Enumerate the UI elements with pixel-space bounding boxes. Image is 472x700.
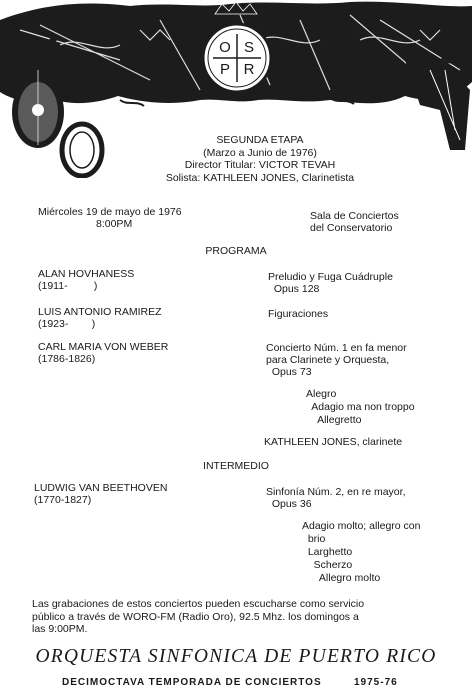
work-subtitle: para Clarinete y Orquesta, bbox=[266, 354, 390, 366]
composer-years: (1770-1827) bbox=[34, 494, 92, 506]
event-date: Miércoles 19 de mayo de 1976 bbox=[38, 206, 182, 218]
broadcast-note-line: Las grabaciones de estos conciertos pueden escucharse como servicio bbox=[32, 598, 365, 610]
seal-letter-p: P bbox=[219, 61, 230, 78]
movement: Alegro bbox=[306, 388, 337, 400]
venue-line-1: Sala de Conciertos bbox=[310, 210, 399, 222]
intermission-heading: INTERMEDIO bbox=[203, 460, 269, 472]
broadcast-note-line: público a través de WORO-FM (Radio Oro), 92.5 Mhz. los domingos a bbox=[32, 610, 359, 623]
work-opus: Opus 36 bbox=[266, 498, 312, 510]
orchestra-title: ORQUESTA SINFONICA DE PUERTO RICO bbox=[35, 646, 437, 667]
broadcast-note-line: las 9:00PM. bbox=[32, 623, 88, 635]
seal-letter-o: O bbox=[219, 39, 231, 56]
composer-name: LUIS ANTONIO RAMIREZ bbox=[38, 306, 162, 318]
program-heading: PROGRAMA bbox=[205, 245, 267, 257]
movement: Allegretto bbox=[306, 414, 362, 426]
movement: brio bbox=[302, 533, 326, 545]
movement: Adagio ma non troppo bbox=[306, 401, 415, 413]
composer-name: ALAN HOVHANESS bbox=[38, 268, 135, 280]
work-opus: Opus 73 bbox=[266, 366, 312, 378]
venue-line-2: del Conservatorio bbox=[310, 222, 393, 234]
work-opus: Opus 128 bbox=[268, 283, 320, 295]
work-title: Figuraciones bbox=[268, 308, 329, 320]
director-line: Director Titular: VICTOR TEVAH bbox=[184, 159, 336, 171]
seal-letter-r: R bbox=[243, 61, 255, 78]
movement: Scherzo bbox=[302, 559, 353, 571]
ospr-seal-icon bbox=[203, 24, 271, 92]
movement: Larghetto bbox=[302, 546, 353, 558]
work-title: Preludio y Fuga Cuádruple bbox=[268, 271, 393, 283]
composer-name: CARL MARIA VON WEBER bbox=[38, 341, 169, 353]
composer-name: LUDWIG VAN BEETHOVEN bbox=[34, 482, 168, 494]
event-time: 8:00PM bbox=[96, 218, 133, 230]
soloist-line: Solista: KATHLEEN JONES, Clarinetista bbox=[165, 171, 355, 184]
season-line: DECIMOCTAVA TEMPORADA DE CONCIERTOS bbox=[62, 677, 322, 688]
composer-years: (1923- ) bbox=[38, 318, 96, 330]
composer-years: (1911- ) bbox=[38, 280, 98, 292]
work-title: Sinfonía Núm. 2, en re mayor, bbox=[266, 486, 406, 498]
movement: Allegro molto bbox=[302, 572, 381, 584]
work-title: Concierto Núm. 1 en fa menor bbox=[266, 342, 407, 354]
ornamental-o-icon bbox=[62, 124, 102, 176]
seal-letter-s: S bbox=[243, 39, 254, 56]
movement: Adagio molto; allegro con bbox=[302, 520, 421, 532]
stage-heading: SEGUNDA ETAPA bbox=[216, 134, 304, 146]
soloist-credit: KATHLEEN JONES, clarinete bbox=[264, 436, 403, 448]
stage-dates: (Marzo a Junio de 1976) bbox=[203, 146, 317, 159]
season-years: 1975-76 bbox=[354, 677, 398, 688]
composer-years: (1786-1826) bbox=[38, 353, 96, 365]
